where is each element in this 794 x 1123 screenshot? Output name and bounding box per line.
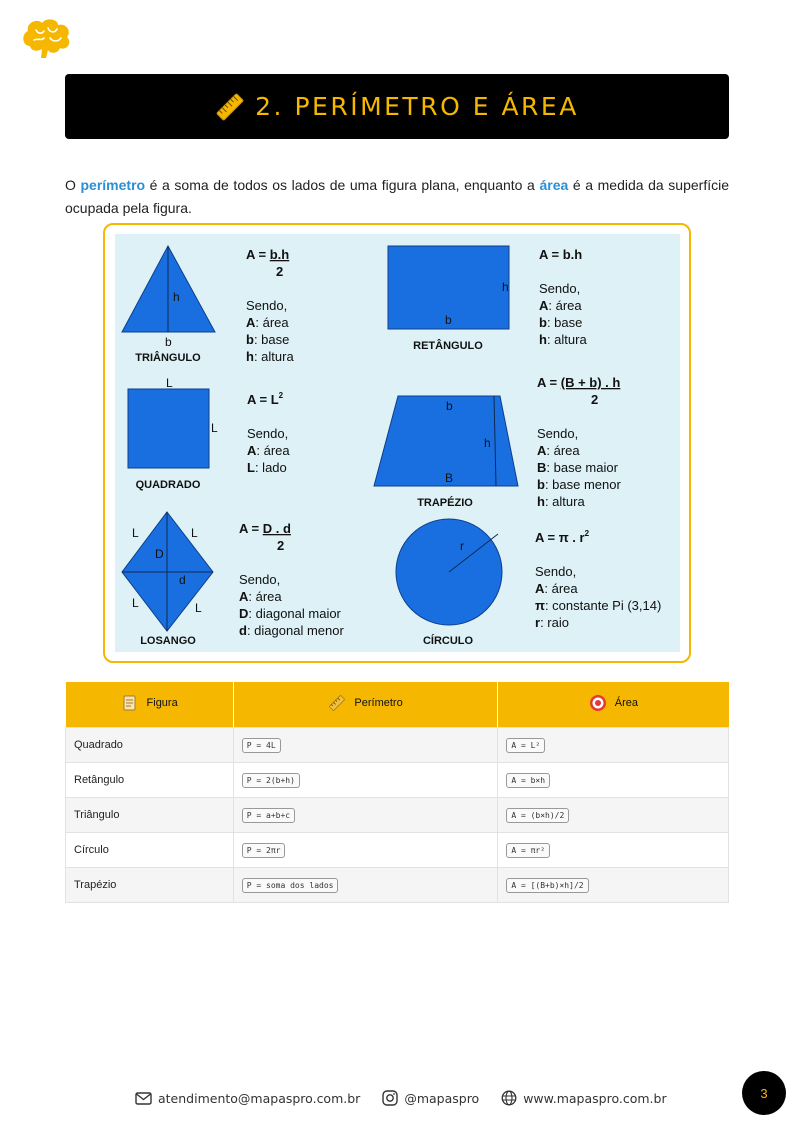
rhombus-name: LOSANGO [140, 635, 196, 647]
globe-icon [501, 1090, 517, 1106]
formulas-figure [103, 223, 691, 663]
svg-text:A = π . r2: A = π . $r^2$ [535, 529, 590, 545]
footer [135, 1086, 689, 1110]
svg-text:A = b.h: A = b.h [539, 247, 583, 262]
svg-text:A: área: A: área [535, 581, 578, 596]
svg-text:d: diagonal menor: d: diagonal menor [239, 623, 344, 638]
term-area: área [539, 177, 569, 193]
ruler-icon [328, 694, 346, 712]
section-title-bar [65, 74, 729, 139]
footer-website[interactable]: www.mapaspro.com.br [501, 1090, 666, 1106]
svg-text:A: área: A: área [246, 315, 289, 330]
svg-text:A = (B + b) . h: A = (B + b) . h [537, 375, 621, 390]
svg-text:h: altura: h: altura [539, 332, 587, 347]
svg-text:A: área: A: área [539, 298, 582, 313]
svg-text:π: constante Pi (3,14): π: constante Pi (3,14) [535, 598, 662, 613]
svg-text:r: raio: r: raio [535, 615, 569, 630]
circle-name: CÍRCULO [422, 635, 474, 647]
svg-text:Sendo,: Sendo, [539, 281, 581, 296]
col-header-area: Área [498, 682, 729, 728]
intro-paragraph: O perímetro é a soma de todos os lados de uma figura plana, enquanto a área é a medida da superfície ocupada pela figura. [65, 177, 729, 216]
table-row: Retângulo P = 2(b+h) A = b×h [66, 763, 729, 798]
triangle-label-b: b [165, 335, 172, 349]
table-row: Quadrado P = 4L A = L² [66, 728, 729, 763]
svg-text:Sendo,: Sendo, [246, 298, 288, 313]
table-row: Triângulo P = a+b+c A = (b×h)/2 [66, 798, 729, 833]
formulas-diagram [115, 234, 680, 652]
col-header-perimetro: Perímetro [233, 682, 498, 728]
svg-text:Sendo,: Sendo, [535, 564, 577, 579]
scroll-icon [121, 694, 139, 712]
svg-text:L: lado: L: lado [247, 460, 287, 475]
table-row: Círculo P = 2πr A = πr² [66, 833, 729, 868]
square-name: QUADRADO [135, 479, 201, 491]
trapezoid-name: TRAPÉZIO [417, 497, 473, 509]
rhombus-label-l4: L [195, 601, 202, 615]
svg-text:A: área: A: área [537, 443, 580, 458]
rhombus-label-l2: L [191, 526, 198, 540]
instagram-icon [382, 1090, 398, 1106]
trapezoid-label-b: b [446, 399, 453, 413]
brain-logo-icon [20, 16, 74, 60]
svg-text:Sendo,: Sendo, [247, 426, 289, 441]
rhombus-label-l1: L [132, 526, 139, 540]
rhombus-label-l3: L [132, 596, 139, 610]
svg-text:b: base menor: b: base menor [537, 477, 621, 492]
rhombus-label-d: d [179, 573, 186, 587]
triangle-name: TRIÂNGULO [135, 352, 201, 364]
rectangle-name: RETÂNGULO [413, 340, 483, 352]
svg-text:Sendo,: Sendo, [239, 572, 281, 587]
svg-text:A = D . d: A = D . d [239, 521, 291, 536]
svg-text:2: 2 [591, 392, 599, 407]
circle-label-r: r [460, 539, 464, 553]
svg-text:A = b.h: A = b.h [246, 247, 290, 262]
svg-text:b: base: b: base [539, 315, 583, 330]
mail-icon [135, 1092, 152, 1105]
square-label-top: L [166, 376, 173, 390]
trapezoid-label-B: B [445, 471, 454, 485]
formulas-table [65, 682, 729, 903]
square-shape [128, 389, 209, 468]
svg-text:D: diagonal maior: D: diagonal maior [239, 606, 341, 621]
footer-email[interactable]: atendimento@mapaspro.com.br [135, 1091, 360, 1106]
svg-text:Sendo,: Sendo, [537, 426, 579, 441]
svg-text:2: 2 [277, 538, 285, 553]
svg-text:h: altura: h: altura [537, 494, 585, 509]
term-perimetro: perímetro [80, 177, 146, 193]
triangle-label-h: h [173, 290, 180, 304]
rhombus-label-D: D [155, 547, 164, 561]
rectangle-label-b: b [445, 313, 452, 327]
svg-text:h: altura: h: altura [246, 349, 294, 364]
trapezoid-label-h: h [484, 436, 491, 450]
svg-text:B: base maior: B: base maior [537, 460, 618, 475]
page-title: 2. PERÍMETRO E ÁREA [255, 92, 579, 121]
rectangle-label-h: h [502, 280, 509, 294]
footer-instagram[interactable]: @mapaspro [382, 1090, 479, 1106]
svg-text:A: área: A: área [247, 443, 290, 458]
page-number: 3 [742, 1071, 786, 1115]
svg-text:2: 2 [276, 264, 284, 279]
table-row: Trapézio P = soma dos lados A = [(B+b)×h]/2 [66, 868, 729, 903]
svg-text:b: base: b: base [246, 332, 290, 347]
col-header-figura: Figura [66, 682, 234, 728]
ruler-icon [215, 92, 245, 122]
square-label-right: L [211, 421, 218, 435]
target-icon [589, 694, 607, 712]
svg-text:A = L2: $A = L^2$ [247, 391, 284, 407]
svg-text:A: área: A: área [239, 589, 282, 604]
